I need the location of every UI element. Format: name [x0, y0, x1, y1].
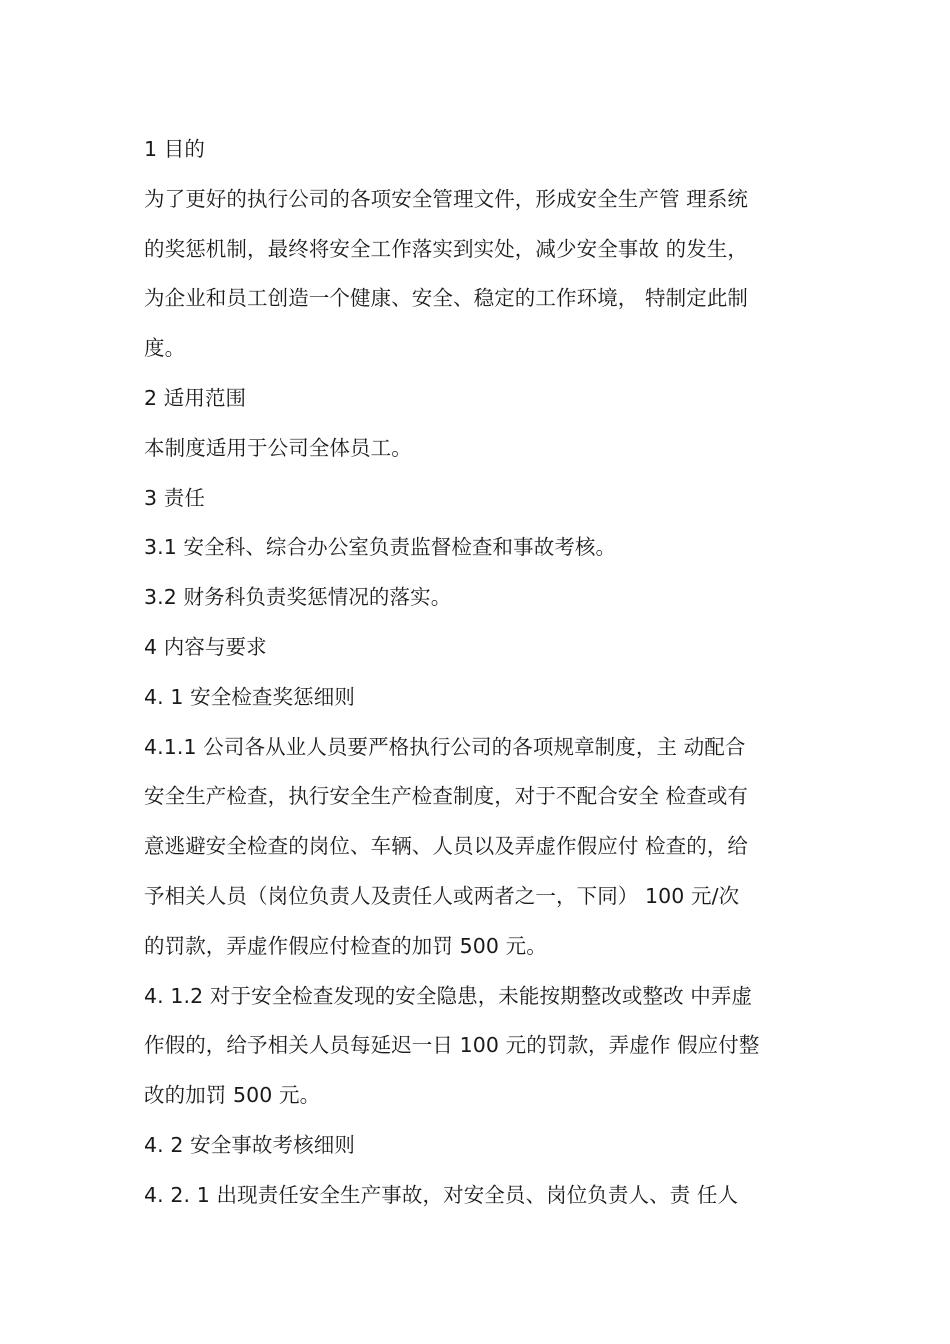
paragraph-line: 4.1.1 公司各从业人员要严格执行公司的各项规章制度，主 动配合: [144, 734, 746, 759]
heading-responsibility: 3 责任: [144, 485, 205, 510]
paragraph-line: 作假的，给予相关人员每延迟一日 100 元的罚款，弄虚作 假应付整: [144, 1033, 760, 1058]
document-body: [144, 125, 809, 1221]
paragraph-line: 3.1 安全科、综合办公室负责监督检查和事故考核。: [144, 535, 617, 560]
heading-content-requirements: 4 内容与要求: [144, 634, 267, 659]
paragraph-line: 的奖惩机制，最终将安全工作落实到实处，减少安全事故 的发生，: [144, 236, 749, 261]
paragraph-line: 意逃避安全检查的岗位、车辆、人员以及弄虚作假应付 检查的，给: [144, 834, 749, 859]
paragraph-line: 的罚款，弄虚作假应付检查的加罚 500 元。: [144, 933, 547, 958]
paragraph-line: 3.2 财务科负责奖惩情况的落实。: [144, 585, 452, 610]
paragraph-line: 安全生产检查，执行安全生产检查制度，对于不配合安全 检查或有: [144, 784, 749, 809]
paragraph-line: 为了更好的执行公司的各项安全管理文件，形成安全生产管 理系统: [144, 186, 749, 211]
subheading-accident-rules: 4. 2 安全事故考核细则: [144, 1132, 355, 1157]
paragraph-line: 4. 1.2 对于安全检查发现的安全隐患，未能按期整改或整改 中弄虚: [144, 983, 753, 1008]
subheading-inspection-rules: 4. 1 安全检查奖惩细则: [144, 684, 355, 709]
heading-scope: 2 适用范围: [144, 385, 247, 410]
paragraph-line: 本制度适用于公司全体员工。: [144, 435, 412, 460]
paragraph-line: 为企业和员工创造一个健康、安全、稳定的工作环境， 特制定此制: [144, 286, 749, 311]
paragraph-line: 4. 2. 1 出现责任安全生产事故，对安全员、岗位负责人、责 任人: [144, 1182, 739, 1207]
heading-purpose: 1 目的: [144, 137, 205, 161]
paragraph-line: 度。: [144, 336, 186, 361]
paragraph-line: 予相关人员（岗位负责人及责任人或两者之一，下同） 100 元/次: [144, 883, 740, 908]
paragraph-line: 改的加罚 500 元。: [144, 1083, 321, 1108]
